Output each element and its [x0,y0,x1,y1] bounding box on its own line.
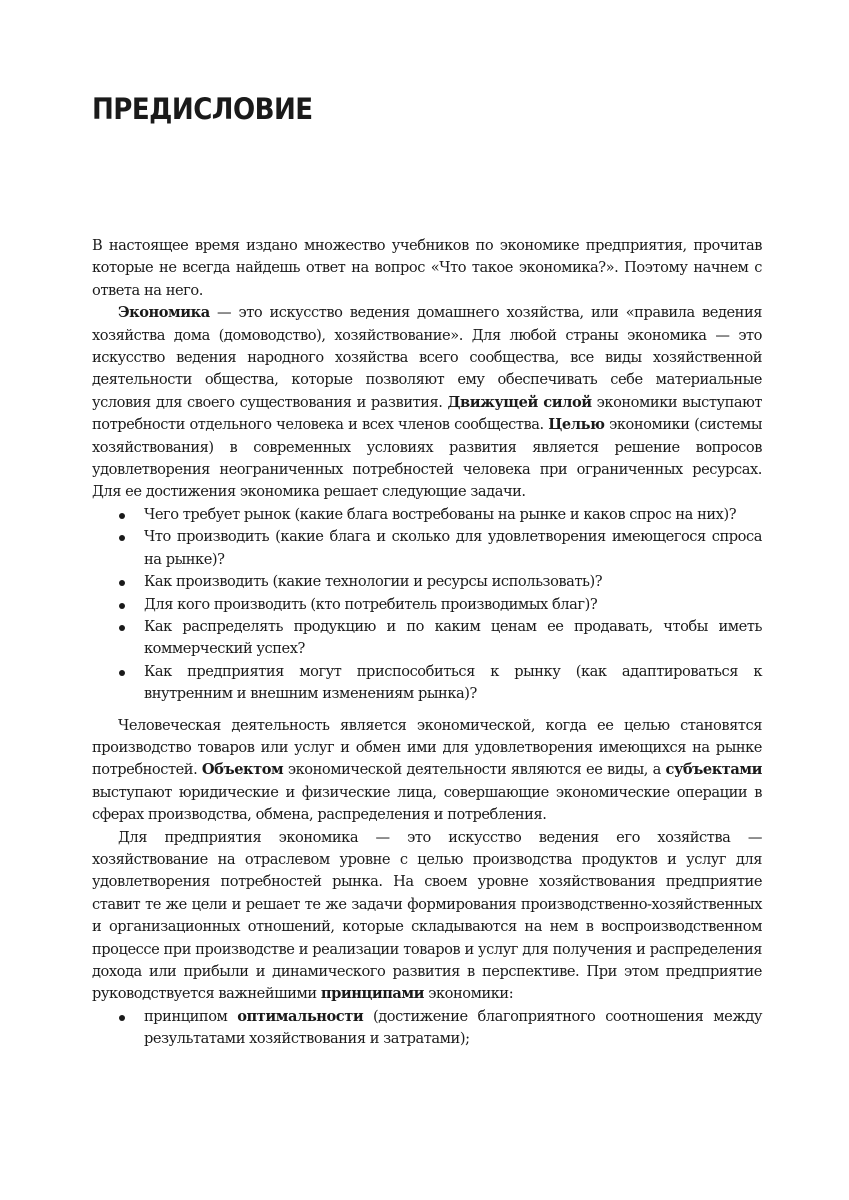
bullet-icon [119,603,125,609]
tasks-list [92,504,762,706]
paragraph-text: выступают юридические и физические лица, совершающие экономические операции в сферах производства, обмена, распределения и потребления. [92,783,762,824]
bullet-icon [119,625,125,631]
term-subjects: субъектами [665,761,762,779]
paragraph-text: экономики выступают потребности отдельного человека и всех членов сообщества. [92,393,763,434]
paragraph-text: экономики: [424,985,514,1003]
term-optimality: оптимальности [237,1007,364,1025]
paragraph-text: экономической деятельности являются ее виды, а [283,761,666,779]
intro-paragraph: В настоящее время издано множество учебников по экономике предприятия, прочитав которые не всегда найдешь ответ на вопрос «Что такое экономика?». Поэтому начнем с ответа на него. [92,237,762,299]
list-item: Чего требует рынок (какие блага востребованы на рынке и каков спрос на них)? [92,504,762,526]
term-object: Объектом [201,761,284,779]
list-item: Как распределять продукцию и по каким ценам ее продавать, чтобы иметь коммерческий успех? [92,616,762,661]
paragraph-text: — это искусство ведения домашнего хозяйства, или «правила ведения хозяйства дома (домоводство), хозяйствование». Для любой страны экономика — это искусство ведения народного хозяйства всего сообщества, все виды хозяйственной деятельности общества, которые позволяют ему обеспечивать себе материальные условия для своего существования и развития. [92,304,762,411]
term-principles: принципами [320,985,425,1003]
paragraph-enterprise-economy [92,827,762,1006]
body-text [92,235,762,1051]
bullet-icon [119,1015,125,1021]
term-goal: Целью [548,416,605,434]
paragraph-economic-activity [92,715,762,827]
paragraph-economy-definition [92,302,762,504]
paragraph-text: экономики (системы хозяйствования) в современных условиях развития является решение вопросов удовлетворения неограниченных потребностей человека при ограниченных ресурсах. Для ее достижения экономика решает следующие задачи. [92,416,762,501]
bullet-icon [119,580,125,586]
page-title: ПРЕДИСЛОВИЕ [92,92,313,126]
paragraph-text: Человеческая деятельность является экономической, когда ее целью становятся производство товаров или услуг и обмен ими для удовлетворения имеющихся на рынке потребностей. [92,716,762,779]
list-item: Как предприятия могут приспособиться к рынку (как адаптироваться к внутренним и внешним изменениям рынка)? [92,661,762,706]
term-driving-force: Движущей силой [447,393,592,411]
paragraph-text: Для предприятия экономика — это искусство ведения его хозяйства — хозяйствование на отраслевом уровне с целью производства продуктов и услуг для удовлетворения потребностей рынка. На своем уровне хозяйствования предприятие ставит те же цели и решает те же задачи формирования производственно-хозяйственных и организационных отношений, которые складываются на нем в воспроизводственном процессе при производстве и реализации товаров и услуг для получения и распределения дохода или прибыли и динамического развития в перспективе. При этом предприятие руководствуется важнейшими [92,828,762,1003]
bullet-icon [119,513,125,519]
term-economy: Экономика [118,304,210,322]
list-item: Для кого производить (кто потребитель производимых благ)? [92,594,762,616]
list-item: Что производить (какие блага и сколько для удовлетворения имеющегося спроса на рынке)? [92,526,762,571]
principles-list [92,1006,762,1051]
list-item: принципом оптимальности (достижение благоприятного соотношения между результатами хозяйствования и затратами); [92,1006,762,1051]
list-item: Как производить (какие технологии и ресурсы использовать)? [92,571,762,593]
bullet-icon [119,670,125,676]
bullet-icon [119,535,125,541]
